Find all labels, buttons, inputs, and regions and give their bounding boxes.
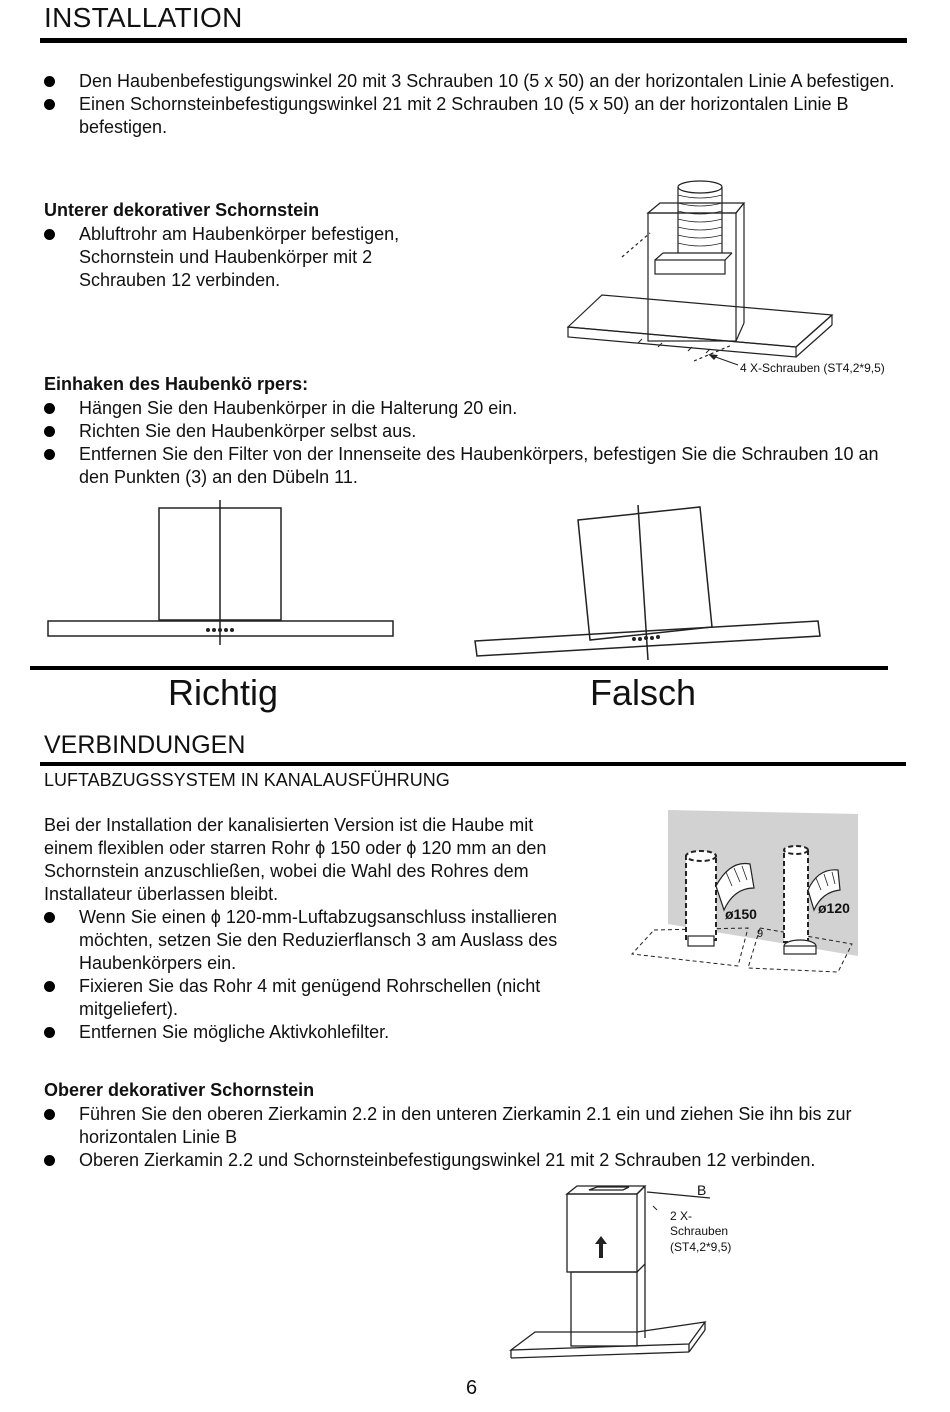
lower-chimney-illustration <box>560 175 840 365</box>
upper-screw-label-1: 2 X- <box>670 1209 693 1223</box>
list-item: Wenn Sie einen ϕ 120-mm-Luftabzugsanschluss installieren möchten, setzen Sie den Reduzierflansch 3 am Auslass des Haubenkörpers ein. <box>44 906 579 975</box>
installation-bullets <box>44 70 904 139</box>
hook-bullets <box>44 397 904 489</box>
list-item: Einen Schornsteinbefestigungswinkel 21 mit 2 Schrauben 10 (5 x 50) an der horizontalen Linie B befestigen. <box>44 93 904 139</box>
list-item: Fixieren Sie das Rohr 4 mit genügend Rohrschellen (nicht mitgeliefert). <box>44 975 579 1021</box>
list-item: Oberen Zierkamin 2.2 und Schornsteinbefestigungswinkel 21 mit 2 Schrauben 12 verbinden. <box>44 1149 904 1172</box>
upper-chimney-bullets <box>44 1103 904 1172</box>
connections-subtitle: LUFTABZUGSSYSTEM IN KANALAUSFÜHRUNG <box>44 770 450 790</box>
label-right: Richtig <box>168 672 279 713</box>
connections-rule <box>40 762 906 766</box>
pipe-label-120: ø120 <box>818 900 850 916</box>
list-item: Richten Sie den Haubenkörper selbst aus. <box>44 420 904 443</box>
pipe-label-150: ø150 <box>725 906 757 922</box>
pipe-label-9: 9 <box>757 928 764 940</box>
list-item: Entfernen Sie den Filter von der Innenseite des Haubenkörpers, befestigen Sie die Schrauben 10 an den Punkten (3) an den Dübeln 11. <box>44 443 904 489</box>
lower-chimney-bullets <box>44 223 449 292</box>
connections-title: VERBINDUNGEN <box>44 731 246 759</box>
list-item: Abluftrohr am Haubenkörper befestigen, Schornstein und Haubenkörper mit 2 Schrauben 12 verbinden. <box>44 223 449 292</box>
list-item: Führen Sie den oberen Zierkamin 2.2 in den unteren Zierkamin 2.1 ein und ziehen Sie ihn bis zur horizontalen Linie B <box>44 1103 904 1149</box>
connections-paragraph: Bei der Installation der kanalisierten Version ist die Haube mit einem flexiblen oder starren Rohr ϕ 150 oder ϕ 120 mm an den Schornstein anzuschließen, wobei die Wahl des Rohres dem Installateur überlassen bleibt. <box>44 815 547 904</box>
page-number: 6 <box>466 1377 478 1399</box>
list-item: Entfernen Sie mögliche Aktivkohlefilter. <box>44 1021 579 1044</box>
installation-title: INSTALLATION <box>44 2 243 33</box>
wrong-alignment-illustration <box>472 505 824 660</box>
connections-bullets <box>44 906 579 1044</box>
line-b-label: B <box>697 1182 707 1198</box>
correct-alignment-illustration <box>45 500 397 645</box>
upper-screw-label-3: (ST4,2*9,5) <box>670 1240 732 1254</box>
section-divider <box>30 666 888 670</box>
list-item: Den Haubenbefestigungswinkel 20 mit 3 Schrauben 10 (5 x 50) an der horizontalen Linie A befestigen. <box>44 70 904 93</box>
upper-chimney-heading: Oberer dekorativer Schornstein <box>44 1080 315 1100</box>
title-rule <box>40 38 907 43</box>
upper-screw-label-2: Schrauben <box>670 1224 729 1238</box>
duct-pipes-illustration <box>630 806 880 976</box>
list-item: Hängen Sie den Haubenkörper in die Halterung 20 ein. <box>44 397 904 420</box>
lower-chimney-screw-label: 4 X-Schrauben (ST4,2*9,5) <box>740 361 885 375</box>
hook-heading: Einhaken des Haubenkö rpers: <box>44 374 309 394</box>
lower-chimney-heading: Unterer dekorativer Schornstein <box>44 200 320 220</box>
label-wrong: Falsch <box>590 672 697 713</box>
